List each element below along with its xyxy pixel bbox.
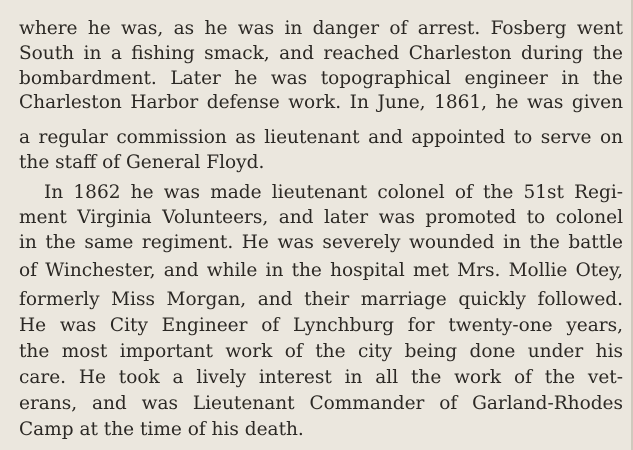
text-line: a regular commission as lieutenant and appointed to serve on — [19, 127, 623, 148]
text-line: In 1862 he was made lieutenant colonel of the 51st Regi- — [44, 182, 623, 203]
text-line: the most important work of the city being done under his — [19, 341, 623, 362]
text-line: in the same regiment. He was severely wounded in the battle — [19, 232, 623, 253]
text-line: where he was, as he was in danger of arrest. Fosberg went — [19, 18, 623, 39]
text-line: bombardment. Later he was topographical engineer in the — [19, 68, 623, 89]
text-line: care. He took a lively interest in all the work of the vet- — [19, 367, 623, 388]
text-line: of Winchester, and while in the hospital met Mrs. Mollie Otey, — [19, 260, 623, 281]
text-line: Camp at the time of his death. — [19, 419, 304, 440]
text-line: Charleston Harbor defense work. In June, 1861, he was given — [19, 92, 623, 113]
text-line: ment Virginia Volunteers, and later was promoted to colonel — [19, 207, 623, 228]
text-line: the staff of General Floyd. — [19, 152, 265, 173]
text-line: formerly Miss Morgan, and their marriage quickly followed. — [19, 289, 623, 310]
text-line: He was City Engineer of Lynchburg for twenty-one years, — [19, 315, 623, 336]
text-line: South in a fishing smack, and reached Charleston during the — [19, 43, 623, 64]
text-line: erans, and was Lieutenant Commander of Garland-Rhodes — [19, 393, 623, 414]
